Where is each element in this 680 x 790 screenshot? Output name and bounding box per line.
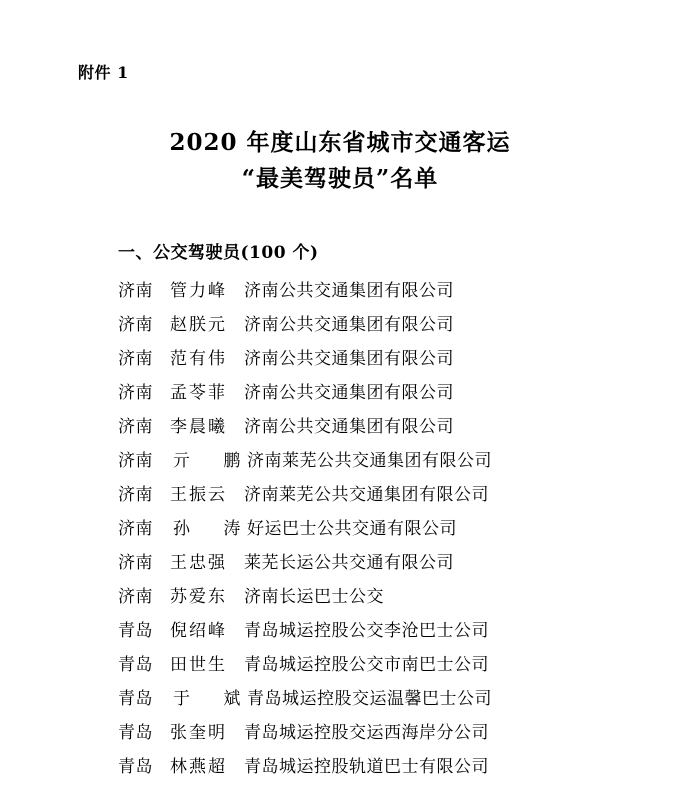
list-item — [118, 310, 618, 344]
list-item — [118, 616, 618, 650]
list-item — [118, 276, 618, 310]
section-heading: 一、公交驾驶员(100 个) — [118, 243, 319, 263]
list-item-city: 青岛 — [118, 621, 153, 641]
list-item-org: 济南公共交通集团有限公司 — [244, 315, 454, 335]
list-item-name: 倪绍峰 — [170, 621, 227, 641]
list-item-name: 林燕超 — [170, 757, 227, 777]
list-item-city: 青岛 — [118, 689, 153, 709]
list-item-city: 济南 — [118, 417, 153, 437]
list-item-name: 孟苓菲 — [170, 383, 227, 403]
list-item — [118, 378, 618, 412]
list-item-org: 济南长运巴士公交 — [244, 587, 384, 607]
list-item-org: 青岛城运控股交运温馨巴士公司 — [247, 689, 492, 709]
list-item-name: 赵朕元 — [170, 315, 227, 335]
list-item-city: 济南 — [118, 451, 153, 471]
list-item-city: 济南 — [118, 383, 153, 403]
list-item-city: 青岛 — [118, 723, 153, 743]
list-item-org: 青岛城运控股交运西海岸分公司 — [244, 723, 489, 743]
list-item — [118, 480, 618, 514]
list-item-name: 王振云 — [170, 485, 227, 505]
page-title-line-2: “最美驾驶员”名单 — [241, 165, 439, 192]
list-item-org: 济南公共交通集团有限公司 — [244, 349, 454, 369]
list-item-org: 济南莱芜公共交通集团有限公司 — [244, 485, 489, 505]
driver-list — [118, 276, 618, 786]
list-item — [118, 446, 618, 480]
list-item-name: 张奎明 — [170, 723, 227, 743]
list-item — [118, 650, 618, 684]
list-item-org: 好运巴士公共交通有限公司 — [247, 519, 457, 539]
list-item-name: 管力峰 — [170, 281, 227, 301]
list-item — [118, 752, 618, 786]
list-item — [118, 548, 618, 582]
list-item-name: 田世生 — [170, 655, 227, 675]
list-item-name: 范有伟 — [170, 349, 227, 369]
list-item-name: 孙 涛 — [173, 519, 255, 539]
list-item-city: 济南 — [118, 485, 153, 505]
list-item-city: 济南 — [118, 281, 153, 301]
list-item-name: 于 斌 — [173, 689, 255, 709]
list-item-org: 济南公共交通集团有限公司 — [244, 417, 454, 437]
page-title-line-1: 2020 年度山东省城市交通客运 — [169, 129, 511, 156]
list-item-org: 青岛城运控股公交李沧巴士公司 — [244, 621, 489, 641]
list-item-city: 济南 — [118, 553, 153, 573]
list-item — [118, 514, 618, 548]
list-item-city: 济南 — [118, 519, 153, 539]
list-item-city: 济南 — [118, 315, 153, 335]
list-item — [118, 344, 618, 378]
list-item — [118, 582, 618, 616]
list-item-org: 莱芜长运公共交通有限公司 — [244, 553, 454, 573]
list-item-name: 李晨曦 — [170, 417, 227, 437]
list-item — [118, 412, 618, 446]
page-title — [0, 125, 680, 197]
list-item — [118, 684, 618, 718]
list-item-name: 王忠强 — [170, 553, 227, 573]
list-item-org: 济南公共交通集团有限公司 — [244, 281, 454, 301]
attachment-label: 附件 1 — [78, 63, 129, 82]
list-item — [118, 718, 618, 752]
list-item-name: 苏爱东 — [170, 587, 227, 607]
list-item-city: 青岛 — [118, 757, 153, 777]
list-item-name: 亓 鹏 — [173, 451, 255, 471]
list-item-city: 青岛 — [118, 655, 153, 675]
list-item-city: 济南 — [118, 587, 153, 607]
list-item-city: 济南 — [118, 349, 153, 369]
list-item-org: 济南公共交通集团有限公司 — [244, 383, 454, 403]
list-item-org: 青岛城运控股轨道巴士有限公司 — [244, 757, 489, 777]
list-item-org: 青岛城运控股公交市南巴士公司 — [244, 655, 489, 675]
list-item-org: 济南莱芜公共交通集团有限公司 — [247, 451, 492, 471]
